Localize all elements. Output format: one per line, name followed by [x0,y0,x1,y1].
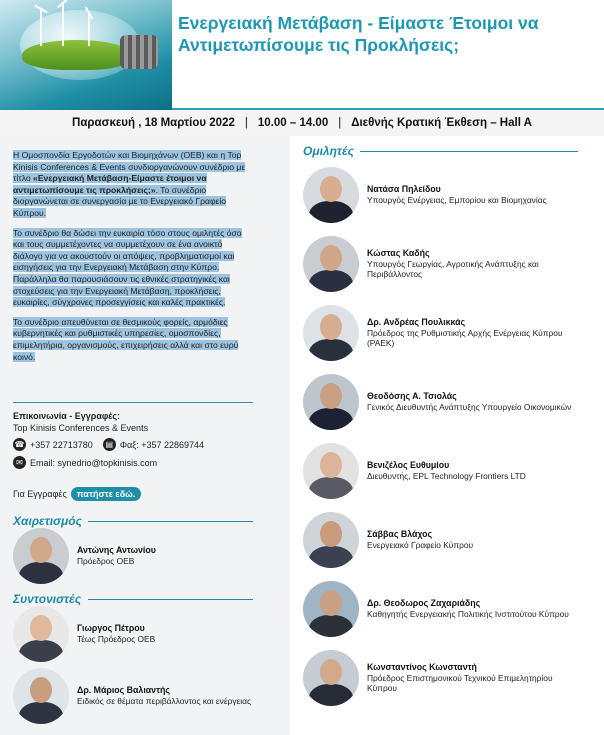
intro-text-1c: . Το συνέδριο διοργανώνεται σε συνεργασία με το Ενεργειακό Γραφείο Κύπρου. [13,184,227,218]
person-name: Νατάσα Πηλείδου [367,184,441,195]
person-role: Υπουργός Γεωργίας, Αγροτικής Ανάπτυξης και Περιβάλλοντος [367,258,539,280]
avatar [303,374,359,430]
person-name: Γιωργος Πέτρου [77,623,145,634]
person-info [77,545,156,566]
speaker-card [303,650,582,706]
contact-fax: Φαξ: +357 22869744 [119,439,205,450]
person-info [367,460,582,481]
header-banner [0,0,604,110]
section-divider [360,151,578,152]
contact-phone[interactable]: +357 22713780 [30,439,93,450]
speaker-card [303,236,582,292]
section-title-moderators: Συντονιστές [13,592,82,606]
avatar [303,512,359,568]
avatar [13,668,69,724]
event-date: Παρασκευή , 18 Μαρτίου 2022 [72,117,235,129]
speaker-card [303,443,582,499]
contact-org: Top Kinisis Conferences & Events [13,423,149,433]
phone-icon: ☎ [14,440,25,449]
intro-paragraph-1 [13,150,253,220]
intro-paragraph-3 [13,317,253,363]
section-title-greeting: Χαιρετισμός [13,514,82,528]
event-info-bar [0,110,604,136]
intro-text-3: Το συνέδριο απευθύνεται σε θεσμικούς φορείς, αρμόδιες κυβερνητικές και ρυθμιστικές υπηρεσίες, ομοσπονδίες, επιμελητήρια, οργανισμούς, επιχειρήσεις αλλά και στο ευρύ κοινό. [13,316,239,362]
person-info [367,662,582,694]
separator: | [338,117,342,129]
person-moderator [13,606,155,662]
registration-label: Για Εγγραφές [13,489,67,499]
person-name: Σάββας Βλάχος [367,529,433,540]
person-name: Θεοδόσης Α. Τσιολάς [367,391,457,402]
avatar [13,528,69,584]
intro-text-2: Το συνέδριο θα δώσει την ευκαιρία τόσο στους ομιλητές όσο και τους συμμετέχοντες να συμμετέχουν σε ένα ανοικτό διάλογο για να ακουστούν οι απόψεις, προβληματισμοί και εισηγήσεις για την Ενεργειακή Μετάβαση στην Κύπρο. Παράλληλα θα παρουσιάσουν τις εθνικές στρατηγικές και στοχεύσεις για την Ενεργειακή Μετάβαση, προκλήσεις, ευκαιρίες, σύγχρονες προσεγγίσεις και καλές πρακτικές. [13,227,242,308]
contact-email[interactable]: Email: synedrio@topkinisis.com [30,457,158,468]
event-venue: Διεθνής Κρατική Έκθεση – Hall A [351,117,532,129]
email-icon: ✉ [13,456,26,469]
person-role: Διευθυντής, EPL Technology Frontiers LTD [367,471,526,481]
contact-block [13,410,148,434]
person-info [77,623,155,644]
person-role: Ενεργειακό Γραφείο Κύπρου [367,540,474,550]
contact-email-row [13,456,157,469]
person-name: Κώστας Καδής [367,248,430,259]
speaker-card [303,305,582,361]
registration-row [13,487,141,501]
person-info [367,248,582,280]
lightbulb-image [0,0,172,110]
avatar [303,167,359,223]
person-info [367,391,582,412]
person-name: Δρ. Μάριος Βαλιαντής [77,685,170,696]
event-time: 10.00 – 14.00 [257,117,329,129]
contact-label: Επικοινωνία - Εγγραφές: [13,411,121,421]
fax-icon: ▤ [103,438,116,451]
person-role: Υπουργός Ενέργειας, Εμπορίου και Βιομηχανίας [367,195,547,205]
intro-paragraph-2 [13,228,253,309]
person-role: Τέως Πρόεδρος ΟΕΒ [77,634,156,644]
person-name: Δρ. Ανδρέας Πουλικκάς [367,317,466,328]
person-greeting [13,528,156,584]
person-role: Πρόεδρος της Ρυθμιστικής Αρχής Ενέργειας Κύπρου (ΡΑΕΚ) [367,327,563,349]
speaker-card [303,581,582,637]
person-role: Ειδικός σε θέματα περιβάλλοντος και ενέργειας [77,696,252,706]
person-name: Βενιζέλος Ευθυμίου [367,460,450,471]
person-name: Αντώνης Αντωνίου [77,545,156,556]
intro-text-1a: Η Ομοσπονδία Εργοδοτών και Βιομηχάνων (ΟΕΒ) και η Top Kinisis Conferences & Events συνδιοργανώνουν συνέδριο με τίτλο [13,150,246,184]
page-title: Ενεργειακή Μετάβαση - Είμαστε Έτοιμοι να Αντιμετωπίσουμε τις Προκλήσεις; [178,13,539,55]
speaker-card [303,167,582,223]
avatar [303,236,359,292]
person-role: Πρόεδρος Επιστημονικού Τεχνικού Επιμελητηρίου Κύπρου [367,672,553,694]
avatar [303,443,359,499]
register-button[interactable]: πατήστε εδώ. [71,487,141,501]
person-moderator [13,668,257,724]
section-divider [88,599,253,600]
person-role: Καθηγητής Ενεργειακής Πολιτικής Ινστιτούτου Κύπρου [367,609,569,619]
person-role: Πρόεδρος ΟΕΒ [77,556,135,566]
avatar [303,305,359,361]
separator: | [244,117,248,129]
avatar [13,606,69,662]
person-info [77,685,257,706]
section-title-speakers: Ομιλητές [303,144,354,158]
speaker-card [303,512,582,568]
person-name: Κωνσταντίνος Κωνσταντή [367,662,477,673]
person-info [367,317,582,349]
person-role: Γενικός Διευθυντής Ανάπτυξης Υπουργείο Οικονομικών [367,402,572,412]
speaker-card [303,374,582,430]
person-info [367,184,582,205]
conference-title-quote: «Ενεργειακή Μετάβαση-Είμαστε έτοιμοι να αντιμετωπίσουμε τις προκλήσεις;» [13,173,207,195]
avatar [303,650,359,706]
person-info [367,529,582,550]
divider [13,402,253,403]
contact-phone-row [13,438,204,451]
avatar [303,581,359,637]
section-divider [88,521,253,522]
person-name: Δρ. Θεοδωρος Ζαχαριάδης [367,598,481,609]
person-info [367,598,582,619]
intro-text [13,150,253,371]
